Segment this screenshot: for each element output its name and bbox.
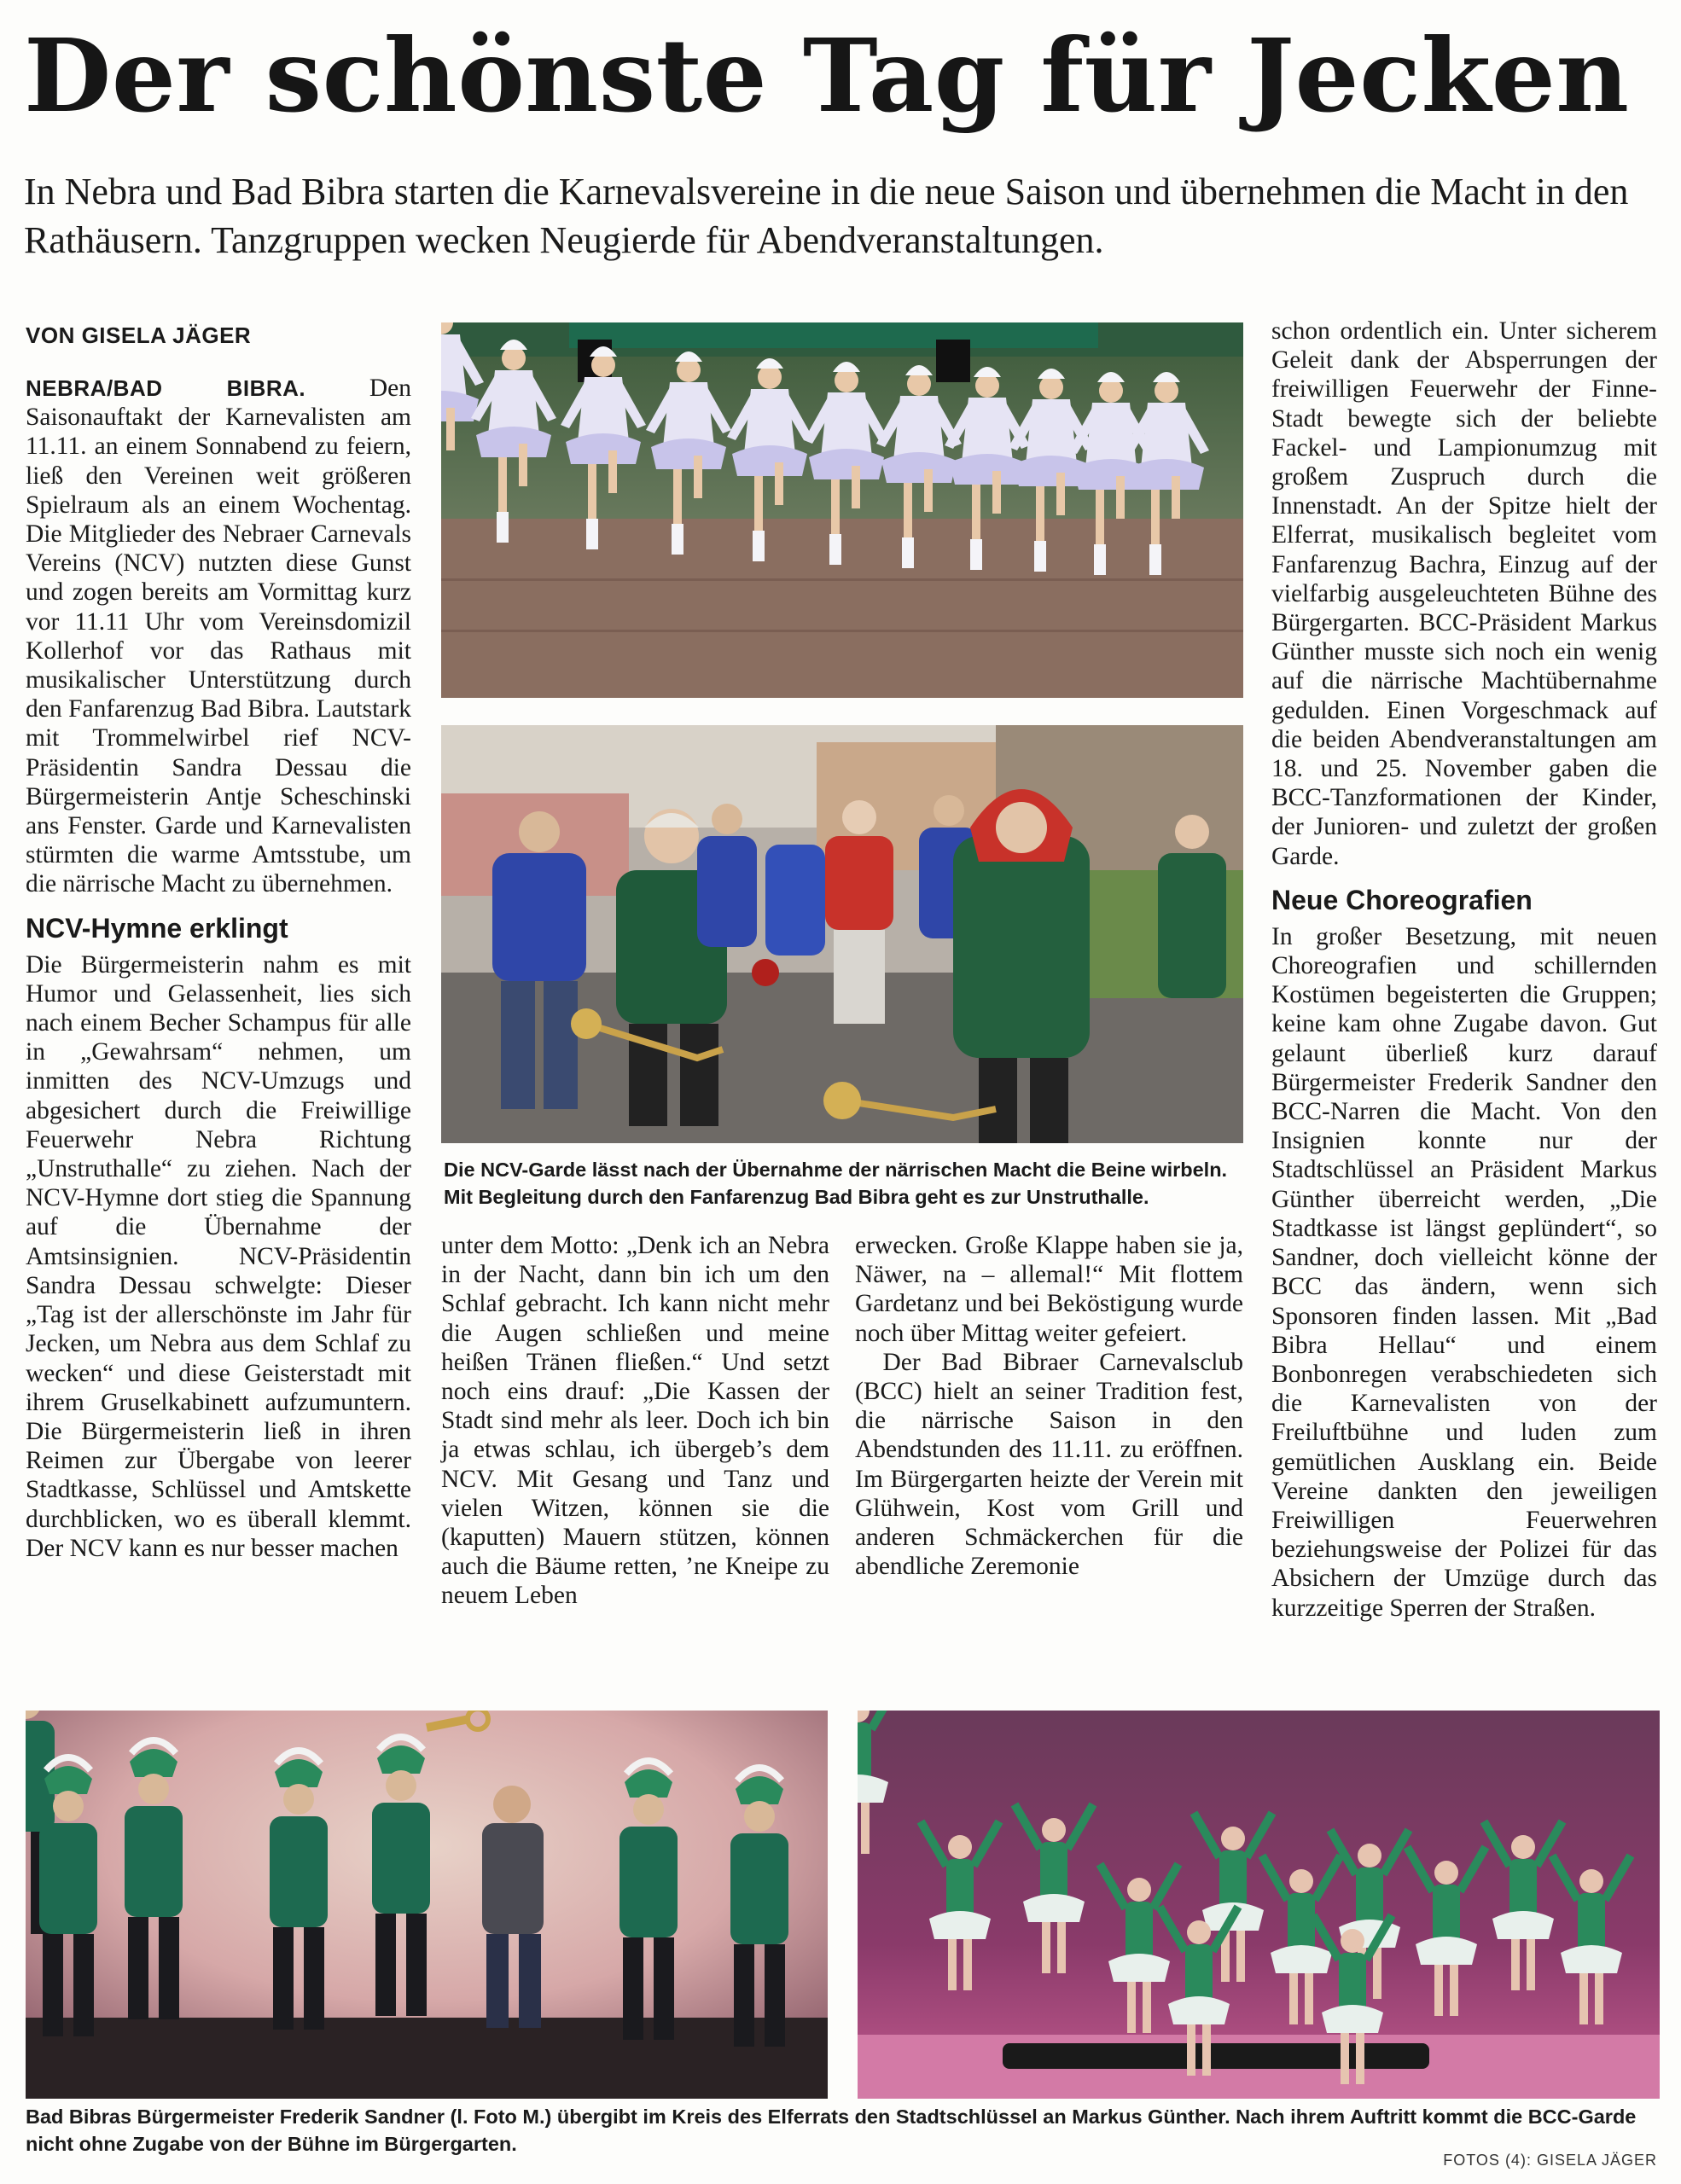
paragraph-1 (26, 374, 411, 899)
caption-bottom-photos: Bad Bibras Bürgermeister Frederik Sandner (l. Foto M.) übergibt im Kreis des Elferrats den Stadtschlüssel an Markus Günther. Nach ihrem Auftritt kommt die BCC-Garde nicht ohne Zugabe von der Bühne im Bürgergarten. (26, 2106, 1637, 2155)
photo-elferrat-stage (26, 1711, 828, 2099)
paragraph-3: unter dem Motto: „Denk ich an Nebra in der Nacht, dann bin ich um den Schlaf gebracht. Ich kann nicht mehr die Augen schließen und meine heißen Tränen fließen.“ Und setzt noch eins drauf: „Die Kassen der Stadt sind mehr als leer. Doch ich bin ja etwas schlau, ich übergeb’s dem NCV. Mit Gesang und Tanz und vielen Witzen, können sie die (kaputten) Mauern stützen, können auch die Bäume retten, ’ne Kneipe zu neuem Leben (441, 1232, 829, 1610)
paragraph-7: In großer Besetzung, mit neuen Choreografien und schillernden Kostümen begeisterten die Gruppen; keine kam ohne Zugabe davon. Gut gelaunt überließ kurz darauf Bürgermeister Frederik Sandner den BCC-Narren die Macht. Von den Insignien konnte nur der Stadtschlüssel an Präsident Markus Günther überreicht werden, „Die Stadtkasse ist längst geplündert“, so Sandner, doch vielleicht könne der BCC das ändern, wenn sich Sponsoren finden lassen. Mit „Bad Bibra Hellau“ und einem Bonbonregen verabschiedeten sich die Karnevalisten von der Freiluftbühne und luden zum gemütlichen Ausklang ein. Beide Vereine dankten den jeweiligen Freiwilligen Feuerwehren beziehungsweise der Polizei für das Absichern der Umzüge durch das kurzzeitige Sperren der Straßen. (1271, 922, 1657, 1622)
paragraph-6: schon ordentlich ein. Unter sicherem Geleit dank der Absperrungen der freiwilligen Feuerwehr der Finne-Stadt bewegte sich der beliebte Fackel- und Lampionumzug mit großem Zuspruch durch die Innenstadt. An der Spitze hielt der Elferrat, musikalisch begleitet vom Fanfarenzug Bachra, Einzug auf der vielfarbig ausgeleuchteten Bühne des Bürgergarten. BCC-Präsident Markus Günther musste sich noch ein wenig auf die närrische Machtübernahme gedulden. Einen Vorgeschmack auf die beiden Abendveranstaltungen am 18. und 25. November gaben die BCC-Tanzformationen der Kinder, der Junioren- und zuletzt der großen Garde. (1271, 317, 1657, 870)
photo-garde-dancers (441, 322, 1243, 698)
dateline: NEBRA/BAD BIBRA. (26, 375, 306, 401)
caption-top-photos: Die NCV-Garde lässt nach der Übernahme der närrischen Macht die Beine wirbeln. Mit Begleitung durch den Fanfarenzug Bad Bibra geht es zur Unstruthalle. (444, 1159, 1228, 1208)
column-4 (1271, 317, 1657, 1623)
subhead-ncv-hymne: NCV-Hymne erklingt (26, 912, 288, 944)
byline: VON GISELA JÄGER (26, 322, 252, 348)
paragraph-1-text: Den Saisonauftakt der Karnevalisten am 11.11. an einem Sonnabend zu feiern, ließ den Vereinen weit größeren Spielraum als an einem Wochentag. Die Mitglieder des Nebraer Carnevals Vereins (NCV) nutzten diese Gunst und zogen bereits am Vormittag kurz vor 11.11 Uhr vom Vereinsdomizil Kollerhof vor das Rathaus mit musikalischer Unterstützung durch den Fanfarenzug Bad Bibra. Lautstark mit Trommelwirbel rief NCV-Präsidentin Sandra Dessau die Bürgermeisterin Antje Scheschinski ans Fenster. Garde und Karnevalisten stürmten die warme Amtsstube, um die närrische Macht zu übernehmen. (26, 375, 411, 898)
column-3 (855, 1231, 1243, 1581)
photo-credit: FOTOS (4): GISELA JÄGER (1443, 2152, 1657, 2169)
paragraph-4: erwecken. Große Klappe haben sie ja, Näwer, na – allemal!“ Mit flottem Gardetanz und bei Beköstigung wurde noch über Mittag weiter gefeiert. (855, 1232, 1243, 1347)
photo-parade (441, 725, 1243, 1143)
paragraph-2: Die Bürgermeisterin nahm es mit Humor und Gelassenheit, lies sich nach einem Becher Schampus für alle in „Gewahrsam“ nehmen, um inmitten des NCV-Umzugs und abgesichert durch die Freiwillige Feuerwehr Nebra Richtung „Unstruthalle“ zu ziehen. Nach der NCV-Hymne dort stieg die Spannung auf die Übernahme der Amtsinsignien. NCV-Präsidentin Sandra Dessau schwelgte: Dieser „Tag ist der allerschönste im Jahr für Jecken, um Nebra aus dem Schlaf zu wecken“ und diese Geisterstadt mit ihrem Gruselkabinett aufzumuntern. Die Bürgermeisterin ließ in ihren Reimen zur Übergabe von leerer Stadtkasse, Schlüssel und Amtskette durchblicken, wo es überall klemmt. Der NCV kann es nur besser machen (26, 950, 411, 1562)
subhead-neue-choreografien: Neue Choreografien (1271, 884, 1533, 915)
column-1 (26, 321, 411, 1563)
article-deck: In Nebra und Bad Bibra starten die Karnevalsvereine in die neue Saison und übernehmen die Macht in den Rathäusern. Tanzgruppen wecken Neugierde für Abendveranstaltungen. (24, 171, 1629, 261)
paragraph-5: Der Bad Bibraer Carnevalsclub (BCC) hielt an seiner Tradition fest, die närrische Saison in den Abendstunden des 11.11. zu eröffnen. Im Bürgergarten heizte der Verein mit Glühwein, Kost vom Grill und anderen Schmäckerchen für die abendliche Zeremonie (855, 1348, 1243, 1581)
column-2 (441, 1231, 829, 1611)
headline: Der schönste Tag für Jecken (24, 16, 1630, 135)
photo-bcc-garde (858, 1711, 1660, 2099)
